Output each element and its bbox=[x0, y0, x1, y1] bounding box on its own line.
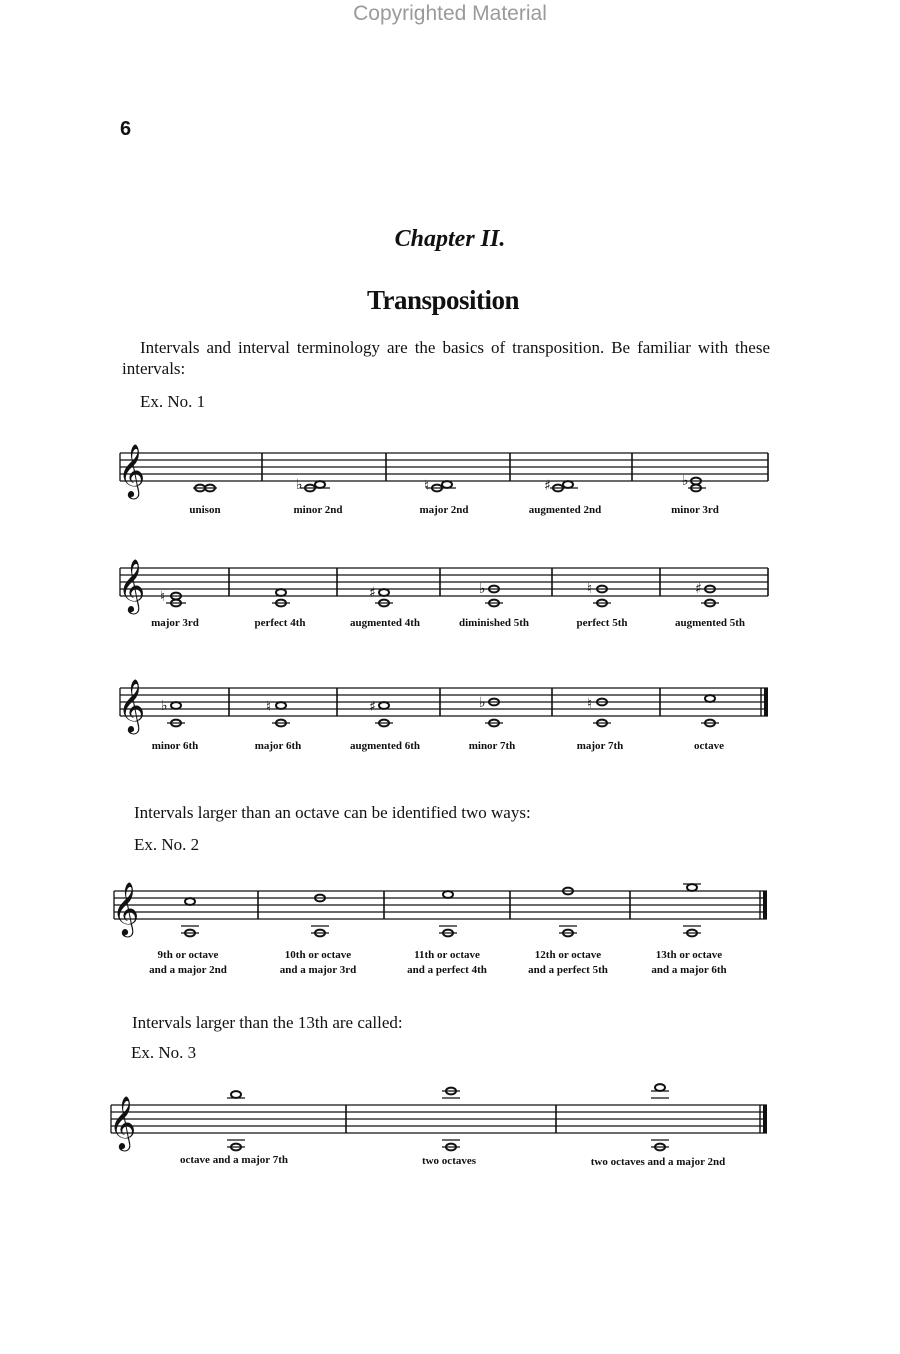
staff-ex1-row1 bbox=[0, 430, 900, 530]
caption-major-3rd: major 3rd bbox=[151, 617, 199, 629]
flat-icon: ♭ bbox=[161, 698, 168, 714]
caption-12th-line2: and a perfect 5th bbox=[528, 964, 608, 976]
natural-icon: ♮ bbox=[587, 696, 593, 712]
caption-10th-line1: 10th or octave bbox=[284, 949, 352, 961]
page-number: 6 bbox=[120, 118, 132, 140]
staff-ex3 bbox=[0, 1078, 900, 1178]
example-2-label: Ex. No. 2 bbox=[134, 835, 200, 854]
natural-icon: ♮ bbox=[266, 699, 272, 715]
example-1-label: Ex. No. 1 bbox=[140, 392, 206, 411]
caption-13th-line1: 13th or octave bbox=[655, 949, 723, 961]
ex2-intro-text: Intervals larger than an octave can be identified two ways: bbox=[134, 803, 531, 822]
interval-major-7th-notes bbox=[587, 696, 611, 726]
interval-major-3rd-notes bbox=[160, 589, 186, 606]
copyright-watermark: Copyrighted Material bbox=[353, 2, 547, 25]
caption-two-octaves: two octaves bbox=[421, 1155, 477, 1167]
caption-augmented-4th: augmented 4th bbox=[350, 617, 420, 629]
sharp-icon: ♯ bbox=[695, 581, 702, 597]
caption-12th-line1: 12th or octave bbox=[534, 949, 602, 961]
caption-augmented-6th: augmented 6th bbox=[350, 740, 420, 752]
sharp-icon: ♯ bbox=[369, 585, 376, 601]
staff-ex1-row2 bbox=[0, 545, 900, 640]
caption-augmented-5th: augmented 5th bbox=[675, 617, 745, 629]
caption-10th-line2: and a major 3rd bbox=[279, 964, 357, 976]
treble-clef-icon: 𝄞 bbox=[118, 443, 146, 497]
example-3-label: Ex. No. 3 bbox=[131, 1043, 197, 1062]
flat-icon: ♭ bbox=[682, 473, 689, 489]
caption-13th-line2: and a major 6th bbox=[651, 964, 727, 976]
caption-diminished-5th: diminished 5th bbox=[459, 617, 529, 629]
interval-diminished-5th-notes bbox=[479, 581, 503, 606]
natural-icon: ♮ bbox=[424, 478, 430, 494]
caption-major-6th: major 6th bbox=[254, 740, 302, 752]
interval-octave-notes bbox=[701, 695, 719, 726]
caption-major-2nd: major 2nd bbox=[419, 504, 469, 516]
interval-perfect-5th-notes bbox=[587, 581, 611, 606]
section-title: Transposition bbox=[366, 285, 520, 315]
caption-two-octaves-major-2nd: two octaves and a major 2nd bbox=[590, 1156, 726, 1168]
flat-icon: ♭ bbox=[479, 695, 486, 711]
caption-unison: unison bbox=[189, 504, 221, 516]
treble-clef-icon: 𝄞 bbox=[118, 678, 146, 732]
chapter-title: Chapter II. bbox=[394, 226, 506, 252]
interval-perfect-4th-notes bbox=[272, 589, 290, 606]
sharp-icon: ♯ bbox=[369, 699, 376, 715]
interval-unison-notes bbox=[193, 485, 217, 492]
staff-ex1-row3 bbox=[0, 665, 900, 760]
caption-11th-line2: and a perfect 4th bbox=[407, 964, 487, 976]
caption-octave-major-7th: octave and a major 7th bbox=[180, 1154, 288, 1166]
interval-minor-3rd-notes bbox=[682, 473, 706, 491]
caption-perfect-4th: perfect 4th bbox=[254, 617, 306, 629]
caption-augmented-2nd: augmented 2nd bbox=[528, 504, 602, 516]
natural-icon: ♮ bbox=[160, 589, 166, 605]
treble-clef-icon: 𝄞 bbox=[118, 558, 146, 612]
caption-minor-6th: minor 6th bbox=[151, 740, 199, 752]
caption-perfect-5th: perfect 5th bbox=[576, 617, 628, 629]
ex2-notes bbox=[185, 884, 697, 936]
caption-octave: octave bbox=[694, 740, 724, 752]
treble-clef-icon: 𝄞 bbox=[112, 881, 140, 935]
interval-major-6th-notes bbox=[266, 699, 290, 726]
ex3-intro-text: Intervals larger than the 13th are called: bbox=[132, 1013, 403, 1032]
flat-icon: ♭ bbox=[479, 581, 486, 597]
interval-augmented-6th-notes bbox=[369, 699, 393, 726]
interval-minor-2nd-notes bbox=[296, 477, 330, 493]
staff-ex2 bbox=[0, 870, 900, 985]
caption-11th-line1: 11th or octave bbox=[414, 949, 480, 961]
treble-clef-icon: 𝄞 bbox=[109, 1095, 137, 1149]
caption-9th-line1: 9th or octave bbox=[157, 949, 219, 961]
interval-augmented-5th-notes bbox=[695, 581, 719, 606]
intro-paragraph: Intervals and interval terminology are the basics of transposition. Be familiar with these intervals: bbox=[122, 338, 770, 378]
caption-minor-3rd: minor 3rd bbox=[671, 504, 719, 516]
sharp-icon: ♯ bbox=[544, 478, 551, 494]
caption-major-7th: major 7th bbox=[576, 740, 624, 752]
interval-minor-7th-notes bbox=[479, 695, 503, 726]
caption-minor-7th: minor 7th bbox=[468, 740, 516, 752]
natural-icon: ♮ bbox=[587, 581, 593, 597]
caption-9th-line2: and a major 2nd bbox=[149, 964, 227, 976]
flat-icon: ♭ bbox=[296, 477, 303, 493]
caption-minor-2nd: minor 2nd bbox=[293, 504, 343, 516]
